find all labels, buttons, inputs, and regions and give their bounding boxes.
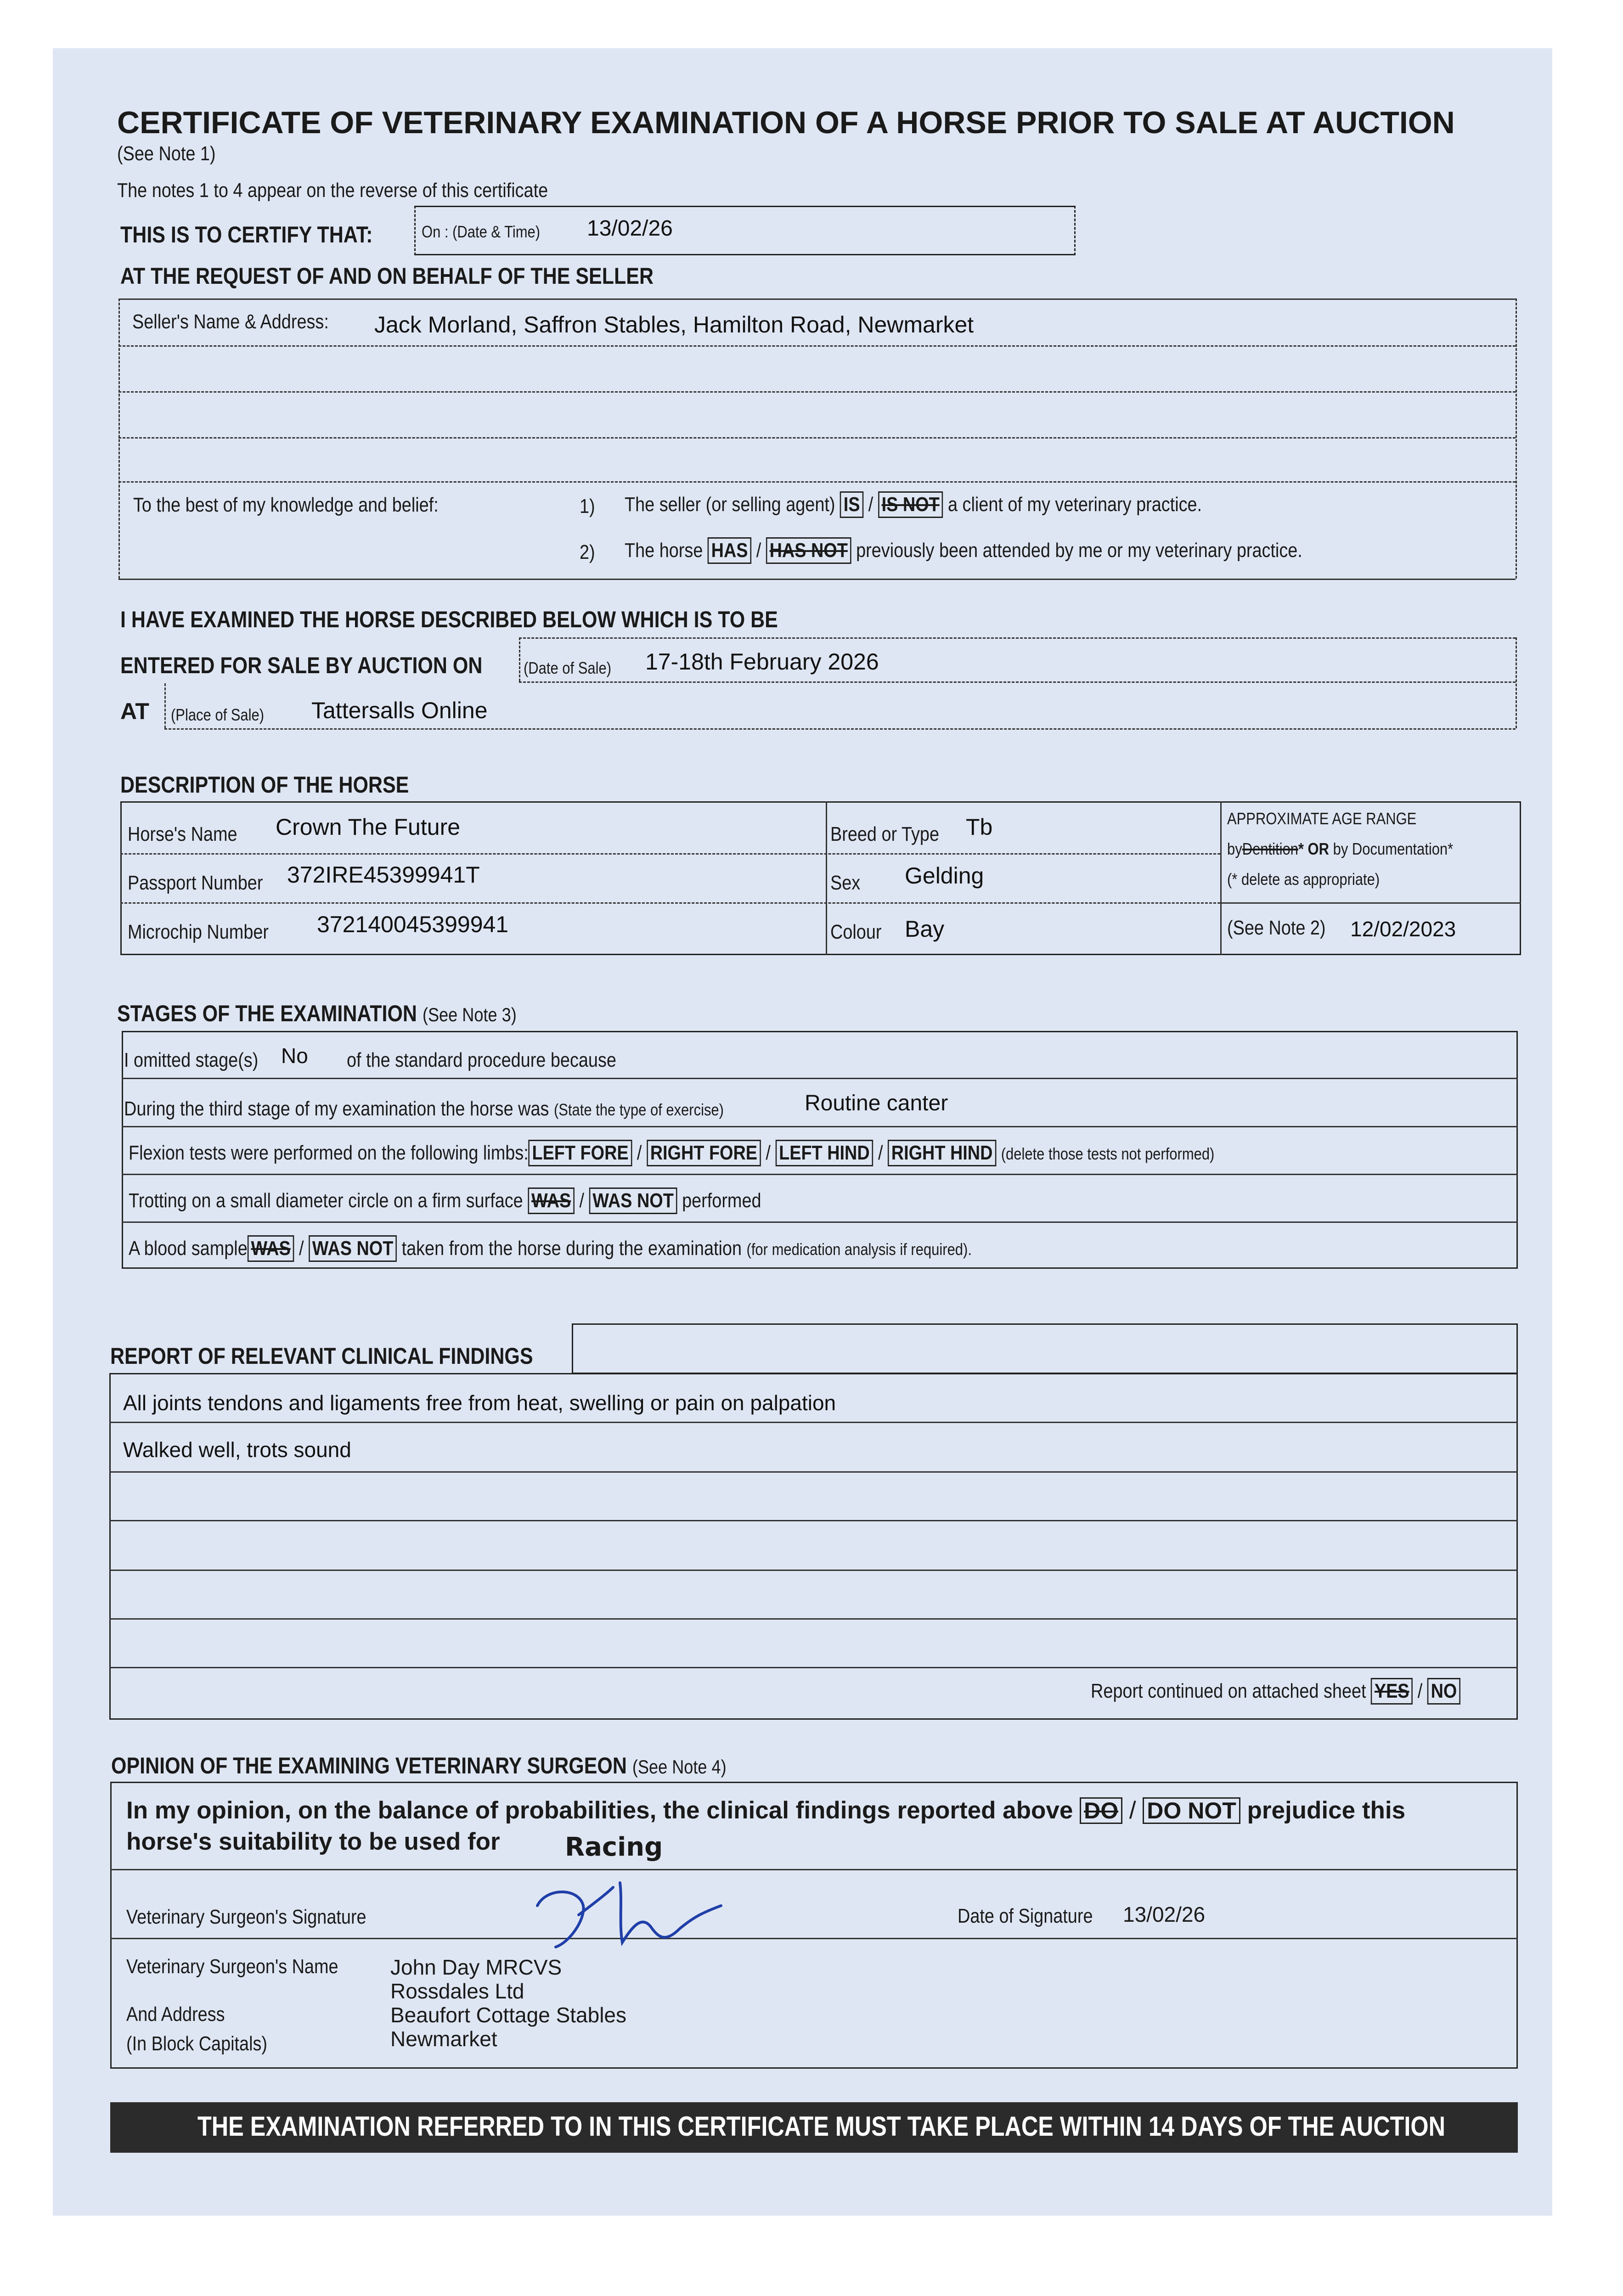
- signature-mark: [528, 1874, 739, 1956]
- item1-pre: The seller (or selling agent): [625, 493, 835, 516]
- report-heading: REPORT OF RELEVANT CLINICAL FINDINGS: [110, 1343, 533, 1369]
- description-heading: DESCRIPTION OF THE HORSE: [120, 772, 409, 798]
- desc-row-line-2: [120, 902, 1220, 904]
- sale-date-top: [519, 637, 1516, 639]
- date-signature-label: Date of Signature: [958, 1905, 1093, 1927]
- blood-small: (for medication analysis if required).: [746, 1240, 972, 1259]
- trot-was-not-tag: WAS NOT: [589, 1187, 677, 1214]
- continued-no-tag: NO: [1427, 1678, 1460, 1705]
- third-stage-row: [124, 1097, 724, 1120]
- seller-top-line: [118, 298, 1516, 300]
- stages-line-1: [122, 1078, 1518, 1079]
- sale-date-value: 17-18th February 2026: [645, 649, 879, 675]
- sale-date-left: [519, 637, 520, 681]
- stages-line-2: [122, 1126, 1518, 1127]
- place-bottom: [164, 728, 1516, 730]
- see-note-1: (See Note 1): [117, 142, 216, 165]
- opinion-text-post: prejudice this: [1247, 1797, 1406, 1824]
- opinion-do-not-tag: DO NOT: [1143, 1797, 1240, 1824]
- omitted-label: I omitted stage(s): [124, 1049, 259, 1071]
- purpose-value: Racing: [565, 1832, 663, 1862]
- surgeon-address-line-2: Rossdales Ltd: [390, 1979, 524, 2003]
- seller-line-4: [118, 437, 1516, 439]
- omitted-post: of the standard procedure because: [347, 1049, 616, 1071]
- passport-label: Passport Number: [128, 872, 263, 894]
- signature-stroke-1: [537, 1887, 613, 1947]
- microchip-label: Microchip Number: [128, 921, 269, 943]
- age-divider: [1220, 902, 1521, 904]
- page-title: CERTIFICATE OF VETERINARY EXAMINATION OF A HORSE PRIOR TO SALE AT AUCTION: [117, 105, 1455, 140]
- on-date-value: 13/02/26: [587, 216, 673, 241]
- third-stage-value: Routine canter: [805, 1091, 948, 1115]
- flex-left-hind-tag: LEFT HIND: [775, 1140, 873, 1166]
- flexion-label: Flexion tests were performed on the following limbs:: [129, 1142, 529, 1164]
- colour-value: Bay: [905, 916, 945, 942]
- item1-post: a client of my veterinary practice.: [947, 493, 1202, 516]
- blood-was-tag-deleted: WAS: [248, 1235, 294, 1262]
- address-label: And Address: [126, 2003, 225, 2026]
- item2-post: previously been attended by me or my veterinary practice.: [856, 539, 1302, 562]
- opinion-do-tag-deleted: DO: [1080, 1797, 1122, 1824]
- flex-left-fore-tag: LEFT FORE: [529, 1140, 632, 1166]
- signature-stroke-2: [620, 1883, 721, 1942]
- age-or: * OR: [1298, 839, 1330, 858]
- place-value: Tattersalls Online: [311, 698, 488, 723]
- sale-date-bottom: [519, 681, 1516, 683]
- stages-line-3: [122, 1174, 1518, 1175]
- stages-heading-text: STAGES OF THE EXAMINATION: [117, 1001, 417, 1026]
- slash: /: [766, 1142, 771, 1164]
- slash: /: [299, 1237, 304, 1260]
- horse-name-label: Horse's Name: [128, 823, 237, 845]
- report-continued: [1091, 1678, 1460, 1705]
- blood-pre: A blood sample: [129, 1237, 248, 1260]
- age-method: [1227, 839, 1453, 859]
- breed-label: Breed or Type: [830, 823, 940, 845]
- signature-label: Veterinary Surgeon's Signature: [126, 1906, 366, 1928]
- seller-line-5: [118, 481, 1516, 483]
- desc-row-line-1: [120, 853, 1220, 855]
- has-tag: HAS: [708, 537, 751, 564]
- opinion-line-2: [110, 1938, 1518, 1939]
- stages-heading: [117, 1000, 517, 1027]
- report-line-5: [109, 1618, 1518, 1620]
- entered-label: ENTERED FOR SALE BY AUCTION ON: [120, 653, 483, 678]
- desc-col-divider-1: [826, 801, 827, 955]
- age-delete-note: (* delete as appropriate): [1227, 870, 1380, 889]
- age-dentition-deleted: Dentition: [1242, 839, 1298, 858]
- block-capitals-label: (In Block Capitals): [126, 2032, 268, 2055]
- blood-post: taken from the horse during the examination: [401, 1237, 742, 1260]
- slash: /: [868, 493, 873, 516]
- at-label: AT: [120, 698, 149, 724]
- surgeon-address-line-4: Newmarket: [390, 2027, 497, 2051]
- report-finding-2: Walked well, trots sound: [123, 1438, 351, 1462]
- slash: /: [1417, 1680, 1423, 1702]
- colour-label: Colour: [830, 921, 882, 943]
- report-heading-box: [572, 1323, 1518, 1374]
- sex-label: Sex: [830, 872, 861, 894]
- is-not-tag-deleted: IS NOT: [878, 491, 943, 518]
- item1-number: 1): [580, 495, 595, 518]
- flexion-row: [129, 1140, 1214, 1166]
- flexion-post: (delete those tests not performed): [1001, 1144, 1215, 1163]
- stages-line-4: [122, 1221, 1518, 1223]
- slash: /: [756, 539, 761, 562]
- breed-value: Tb: [966, 814, 993, 840]
- blood-row: [129, 1235, 972, 1262]
- horse-name-value: Crown The Future: [276, 814, 461, 840]
- report-line-4: [109, 1570, 1518, 1571]
- trot-label: Trotting on a small diameter circle on a firm surface: [129, 1189, 523, 1212]
- is-tag: IS: [840, 491, 863, 518]
- omitted-value: No: [281, 1044, 308, 1068]
- trot-was-tag-deleted: WAS: [528, 1187, 575, 1214]
- slash: /: [637, 1142, 642, 1164]
- third-stage-label: During the third stage of my examination the horse was: [124, 1097, 549, 1120]
- age-heading: APPROXIMATE AGE RANGE: [1227, 809, 1417, 828]
- footer-banner-text: THE EXAMINATION REFERRED TO IN THIS CERTIFICATE MUST TAKE PLACE WITHIN 14 DAYS OF THE AUCTION: [197, 2111, 1446, 2142]
- opinion-line-1: [110, 1869, 1518, 1870]
- opinion-heading-text: OPINION OF THE EXAMINING VETERINARY SURGEON: [111, 1753, 627, 1778]
- trot-post: performed: [682, 1189, 761, 1212]
- on-date-label: On : (Date & Time): [422, 222, 541, 241]
- continued-yes-tag-deleted: YES: [1371, 1678, 1413, 1705]
- date-signature-value: 13/02/26: [1123, 1902, 1206, 1926]
- item2-number: 2): [580, 541, 595, 563]
- item2-pre: The horse: [625, 539, 703, 562]
- sex-value: Gelding: [905, 863, 984, 889]
- slash: /: [1129, 1797, 1136, 1824]
- sale-right-edge: [1516, 637, 1517, 728]
- seller-bottom-line: [118, 579, 1516, 580]
- notes-line: The notes 1 to 4 appear on the reverse of this certificate: [117, 179, 548, 202]
- report-line-3: [109, 1520, 1518, 1521]
- has-not-tag-deleted: HAS NOT: [766, 537, 851, 564]
- seller-line-3: [118, 391, 1516, 393]
- seller-right-edge: [1516, 298, 1517, 579]
- opinion-heading-note: (See Note 4): [632, 1756, 727, 1778]
- opinion-text-pre: In my opinion, on the balance of probabilities, the clinical findings reported above: [126, 1797, 1073, 1824]
- item2-statement: [625, 537, 1302, 564]
- blood-was-not-tag: WAS NOT: [309, 1235, 397, 1262]
- report-line-6: [109, 1667, 1518, 1668]
- place-left: [164, 683, 166, 728]
- report-finding-1: All joints tendons and ligaments free from heat, swelling or pain on palpation: [123, 1391, 836, 1415]
- surgeon-address-line-1: John Day MRCVS: [390, 1955, 562, 1979]
- opinion-line-two: horse's suitability to be used for: [126, 1828, 500, 1855]
- slash: /: [878, 1142, 883, 1164]
- place-label: (Place of Sale): [171, 705, 265, 724]
- seller-left-edge: [118, 298, 120, 579]
- age-by: by: [1227, 839, 1242, 858]
- age-documentation: by Documentation*: [1333, 839, 1454, 858]
- seller-line-2: [118, 345, 1516, 347]
- certify-label: THIS IS TO CERTIFY THAT:: [120, 222, 373, 248]
- surgeon-name-label: Veterinary Surgeon's Name: [126, 1955, 338, 1978]
- desc-col-divider-2: [1220, 801, 1222, 955]
- item1-statement: [625, 491, 1202, 518]
- sale-date-label: (Date of Sale): [524, 658, 612, 677]
- age-value: 12/02/2023: [1350, 917, 1456, 941]
- report-line-1: [109, 1422, 1518, 1423]
- surgeon-address-line-3: Beaufort Cottage Stables: [390, 2003, 626, 2027]
- third-stage-small: (State the type of exercise): [553, 1100, 724, 1119]
- opinion-heading: [111, 1752, 727, 1779]
- seller-value: Jack Morland, Saffron Stables, Hamilton Road, Newmarket: [374, 312, 974, 338]
- passport-value: 372IRE45399941T: [287, 862, 480, 888]
- age-see-note: (See Note 2): [1227, 917, 1326, 939]
- request-label: AT THE REQUEST OF AND ON BEHALF OF THE SELLER: [120, 263, 654, 289]
- opinion-statement: [126, 1796, 1405, 1824]
- stages-heading-note: (See Note 3): [422, 1004, 517, 1025]
- trot-row: [129, 1187, 761, 1214]
- microchip-value: 372140045399941: [317, 912, 509, 937]
- report-line-2: [109, 1471, 1518, 1473]
- seller-label: Seller's Name & Address:: [132, 310, 329, 333]
- flex-right-hind-tag: RIGHT HIND: [888, 1140, 996, 1166]
- report-continued-label: Report continued on attached sheet: [1091, 1680, 1366, 1702]
- flex-right-fore-tag: RIGHT FORE: [647, 1140, 761, 1166]
- examined-label: I HAVE EXAMINED THE HORSE DESCRIBED BELOW WHICH IS TO BE: [120, 607, 778, 632]
- slash: /: [579, 1189, 584, 1212]
- knowledge-label: To the best of my knowledge and belief:: [133, 494, 439, 516]
